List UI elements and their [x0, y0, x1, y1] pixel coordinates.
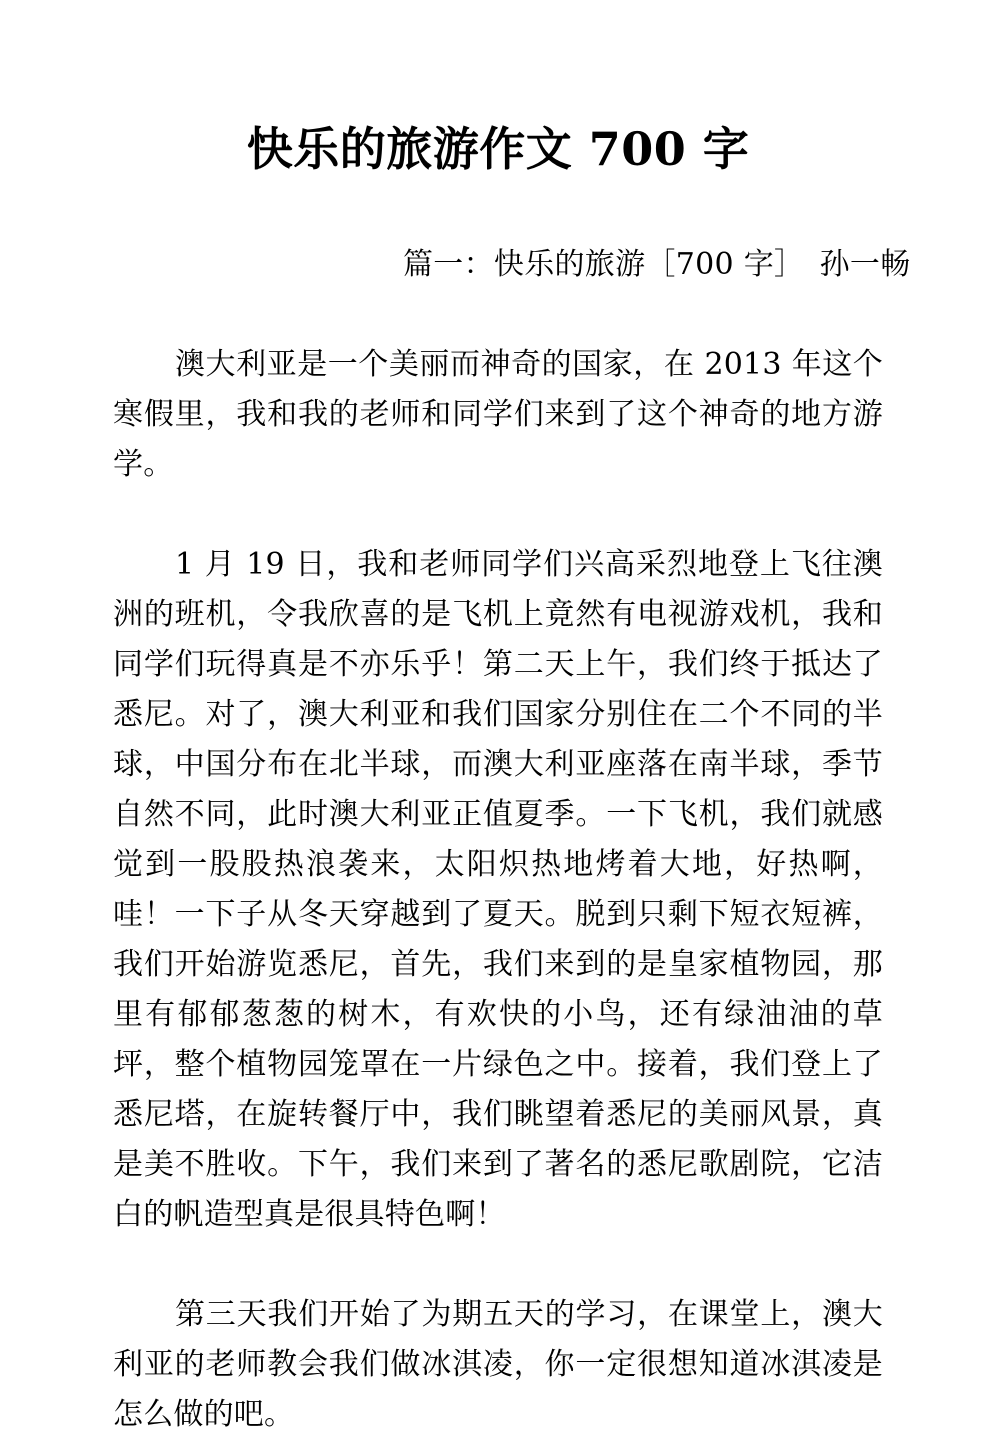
body-paragraph-1: 澳大利亚是一个美丽而神奇的国家，在 2013 年这个寒假里，我和我的老师和同学们来到了这个神奇的地方游学。: [113, 347, 883, 482]
body-paragraph-3: 第三天我们开始了为期五天的学习，在课堂上，澳大利亚的老师教会我们做冰淇凌，你一定很想知道冰淇凌是怎么做的吧。: [113, 1297, 883, 1432]
body-paragraph-2: 1 月 19 日，我和老师同学们兴高采烈地登上飞往澳洲的班机，令我欣喜的是飞机上竟然有电视游戏机，我和同学们玩得真是不亦乐乎！第二天上午，我们终于抵达了悉尼。对了，澳大利亚和我们国家分别住在二个不同的半球，中国分布在北半球，而澳大利亚座落在南半球，季节自然不同，此时澳大利亚正值夏季。一下飞机，我们就感觉到一股股热浪袭来，太阳炽热地烤着大地，好热啊，哇！一下子从冬天穿越到了夏天。脱到只剩下短衣短裤，我们开始游览悉尼，首先，我们来到的是皇家植物园，那里有郁郁葱葱的树木，有欢快的小鸟，还有绿油油的草坪，整个植物园笼罩在一片绿色之中。接着，我们登上了悉尼塔，在旋转餐厅中，我们眺望着悉尼的美丽风景，真是美不胜收。下午，我们来到了著名的悉尼歌剧院，它洁白的帆造型真是很具特色啊！: [113, 547, 883, 1232]
document-content: [113, 0, 911, 1440]
essay-subtitle: 篇一：快乐的旅游［700 字］ 孙一畅: [403, 247, 911, 282]
page-title: 快乐的旅游作文 700 字: [246, 122, 750, 176]
